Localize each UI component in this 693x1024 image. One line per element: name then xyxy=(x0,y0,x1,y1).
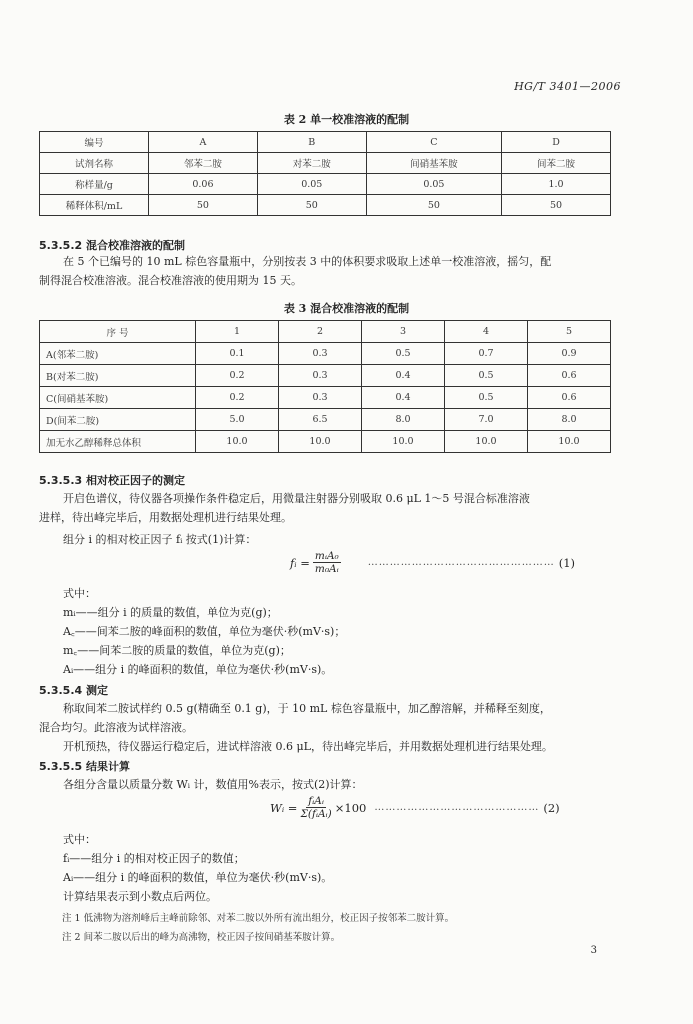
table-cell: 50 xyxy=(366,195,501,216)
table-cell: 编号 xyxy=(40,132,149,153)
paragraph: 混合均匀。此溶液为试样溶液。 xyxy=(39,721,193,734)
formula-leader-dots: …………………………………………… xyxy=(367,557,555,568)
formula-fraction xyxy=(300,795,331,820)
table-row xyxy=(40,195,611,216)
table-row xyxy=(40,409,611,431)
table-cell: 0.3 xyxy=(279,343,362,365)
where-label: 式中： xyxy=(63,587,96,600)
paragraph: 各组分含量以质量分数 Wᵢ 计，数值用%表示，按式(2)计算： xyxy=(63,778,363,791)
section-heading-5352: 5.3.5.2 混合校准溶液的配制 xyxy=(39,239,185,252)
table-cell: D(间苯二胺) xyxy=(40,409,196,431)
table-row xyxy=(40,387,611,409)
definition: fᵢ——组分 i 的相对校正因子的数值； xyxy=(63,852,245,865)
paragraph: 开启色谱仪，待仪器各项操作条件稳定后，用微量注射器分别吸取 0.6 μL 1～5 号混合标准溶液 xyxy=(63,492,530,505)
definition: m꜀——间苯二胺的质量的数值，单位为克(g)； xyxy=(63,644,291,657)
definition: Aᵢ——组分 i 的峰面积的数值，单位为毫伏·秒(mV·s)。 xyxy=(63,871,333,884)
table-cell: 10.0 xyxy=(445,431,528,453)
table-cell: B xyxy=(257,132,366,153)
paragraph: 开机预热，待仪器运行稳定后，进试样溶液 0.6 μL，待出峰完毕后，并用数据处理机进行结果处理。 xyxy=(63,740,553,753)
paragraph: 组分 i 的相对校正因子 fᵢ 按式(1)计算： xyxy=(63,533,257,546)
paragraph: 计算结果表示到小数点后两位。 xyxy=(63,890,217,903)
definition: mᵢ——组分 i 的质量的数值，单位为克(g)； xyxy=(63,606,278,619)
table-cell: C(间硝基苯胺) xyxy=(40,387,196,409)
table-cell: 0.9 xyxy=(528,343,611,365)
formula-1 xyxy=(290,550,575,575)
paragraph: 在 5 个已编号的 10 mL 棕色容量瓶中，分别按表 3 中的体积要求吸取上述单一校准溶液，摇匀，配 xyxy=(63,255,552,268)
definition: A꜀——间苯二胺的峰面积的数值，单位为毫伏·秒(mV·s)； xyxy=(63,625,346,638)
table-cell: 50 xyxy=(257,195,366,216)
table-cell: 0.4 xyxy=(362,365,445,387)
table-cell: 4 xyxy=(445,321,528,343)
note-1: 注 1 低沸物为溶剂峰后主峰前除邻、对苯二胺以外所有流出组分，校正因子按邻苯二胺计算。 xyxy=(62,913,455,924)
table3 xyxy=(39,320,611,453)
paragraph: 称取间苯二胺试样约 0.5 g(精确至 0.1 g)，于 10 mL 棕色容量瓶中，加乙醇溶解，并稀释至刻度， xyxy=(63,702,551,715)
formula-number: (1) xyxy=(558,555,576,570)
table-cell: A xyxy=(149,132,258,153)
table-cell: D xyxy=(502,132,611,153)
table-cell: 对苯二胺 xyxy=(257,153,366,174)
table-cell: 0.1 xyxy=(196,343,279,365)
table-cell: 50 xyxy=(149,195,258,216)
table-cell: 10.0 xyxy=(196,431,279,453)
table-cell: 0.2 xyxy=(196,387,279,409)
section-heading-5355: 5.3.5.5 结果计算 xyxy=(39,760,130,773)
table-cell: 10.0 xyxy=(528,431,611,453)
formula-number: (2) xyxy=(543,800,560,815)
table-cell: A(邻苯二胺) xyxy=(40,343,196,365)
table-cell: 0.05 xyxy=(366,174,501,195)
table-cell: 0.6 xyxy=(528,365,611,387)
table-cell: 试剂名称 xyxy=(40,153,149,174)
formula-denominator: Σ(fᵢAᵢ) xyxy=(300,808,332,820)
table-cell: C xyxy=(366,132,501,153)
page-number: 3 xyxy=(590,945,597,956)
table-cell: 1.0 xyxy=(502,174,611,195)
table-cell: B(对苯二胺) xyxy=(40,365,196,387)
table-row xyxy=(40,174,611,195)
table-row xyxy=(40,153,611,174)
table2-caption: 表 2 单一校准溶液的配制 xyxy=(283,113,410,126)
table-cell: 0.4 xyxy=(362,387,445,409)
table-cell: 6.5 xyxy=(279,409,362,431)
table-cell: 3 xyxy=(362,321,445,343)
table2-header-row xyxy=(40,132,611,153)
formula-multiplier: ×100 xyxy=(334,800,367,815)
standard-number: HG/T 3401—2006 xyxy=(514,80,621,93)
table3-header-row xyxy=(40,321,611,343)
table-cell: 称样量/g xyxy=(40,174,149,195)
table-cell: 10.0 xyxy=(279,431,362,453)
formula-lhs: fᵢ = xyxy=(290,555,310,570)
table-cell: 邻苯二胺 xyxy=(149,153,258,174)
table-cell: 0.6 xyxy=(528,387,611,409)
paragraph: 制得混合校准溶液。混合校准溶液的使用期为 15 天。 xyxy=(39,274,302,287)
table-cell: 10.0 xyxy=(362,431,445,453)
table-cell: 0.3 xyxy=(279,365,362,387)
table-cell: 8.0 xyxy=(362,409,445,431)
formula-numerator: mᵢA₀ xyxy=(314,550,339,562)
section-heading-5354: 5.3.5.4 测定 xyxy=(39,684,108,697)
table-row xyxy=(40,343,611,365)
table-cell: 5.0 xyxy=(196,409,279,431)
formula-fraction xyxy=(313,550,341,575)
table-cell: 8.0 xyxy=(528,409,611,431)
table-cell: 0.7 xyxy=(445,343,528,365)
table-cell: 0.5 xyxy=(445,365,528,387)
table-cell: 0.2 xyxy=(196,365,279,387)
note-2: 注 2 间苯二胺以后出的峰为高沸物，校正因子按间硝基苯胺计算。 xyxy=(62,932,341,943)
formula-lhs: Wᵢ = xyxy=(270,800,298,815)
table-cell: 5 xyxy=(528,321,611,343)
table-cell: 序 号 xyxy=(40,321,196,343)
table2 xyxy=(39,131,611,216)
paragraph: 进样，待出峰完毕后，用数据处理机进行结果处理。 xyxy=(39,511,292,524)
table-row xyxy=(40,431,611,453)
table-cell: 50 xyxy=(502,195,611,216)
formula-2 xyxy=(270,795,560,820)
section-heading-5353: 5.3.5.3 相对校正因子的测定 xyxy=(39,474,185,487)
table-cell: 7.0 xyxy=(445,409,528,431)
table-cell: 稀释体积/mL xyxy=(40,195,149,216)
formula-leader-dots: ……………………………………… xyxy=(374,802,540,813)
where-label: 式中： xyxy=(63,833,96,846)
table-cell: 加无水乙醇稀释总体积 xyxy=(40,431,196,453)
table-cell: 0.06 xyxy=(149,174,258,195)
table-cell: 0.3 xyxy=(279,387,362,409)
definition: Aᵢ——组分 i 的峰面积的数值，单位为毫伏·秒(mV·s)。 xyxy=(63,663,333,676)
formula-denominator: m₀Aᵢ xyxy=(314,563,339,575)
table-cell: 间苯二胺 xyxy=(502,153,611,174)
table-cell: 0.05 xyxy=(257,174,366,195)
table3-caption: 表 3 混合校准溶液的配制 xyxy=(283,302,410,315)
table-cell: 2 xyxy=(279,321,362,343)
table-cell: 0.5 xyxy=(445,387,528,409)
table-cell: 1 xyxy=(196,321,279,343)
table-row xyxy=(40,365,611,387)
formula-numerator: fᵢAᵢ xyxy=(308,795,324,807)
table-cell: 0.5 xyxy=(362,343,445,365)
table-cell: 间硝基苯胺 xyxy=(366,153,501,174)
